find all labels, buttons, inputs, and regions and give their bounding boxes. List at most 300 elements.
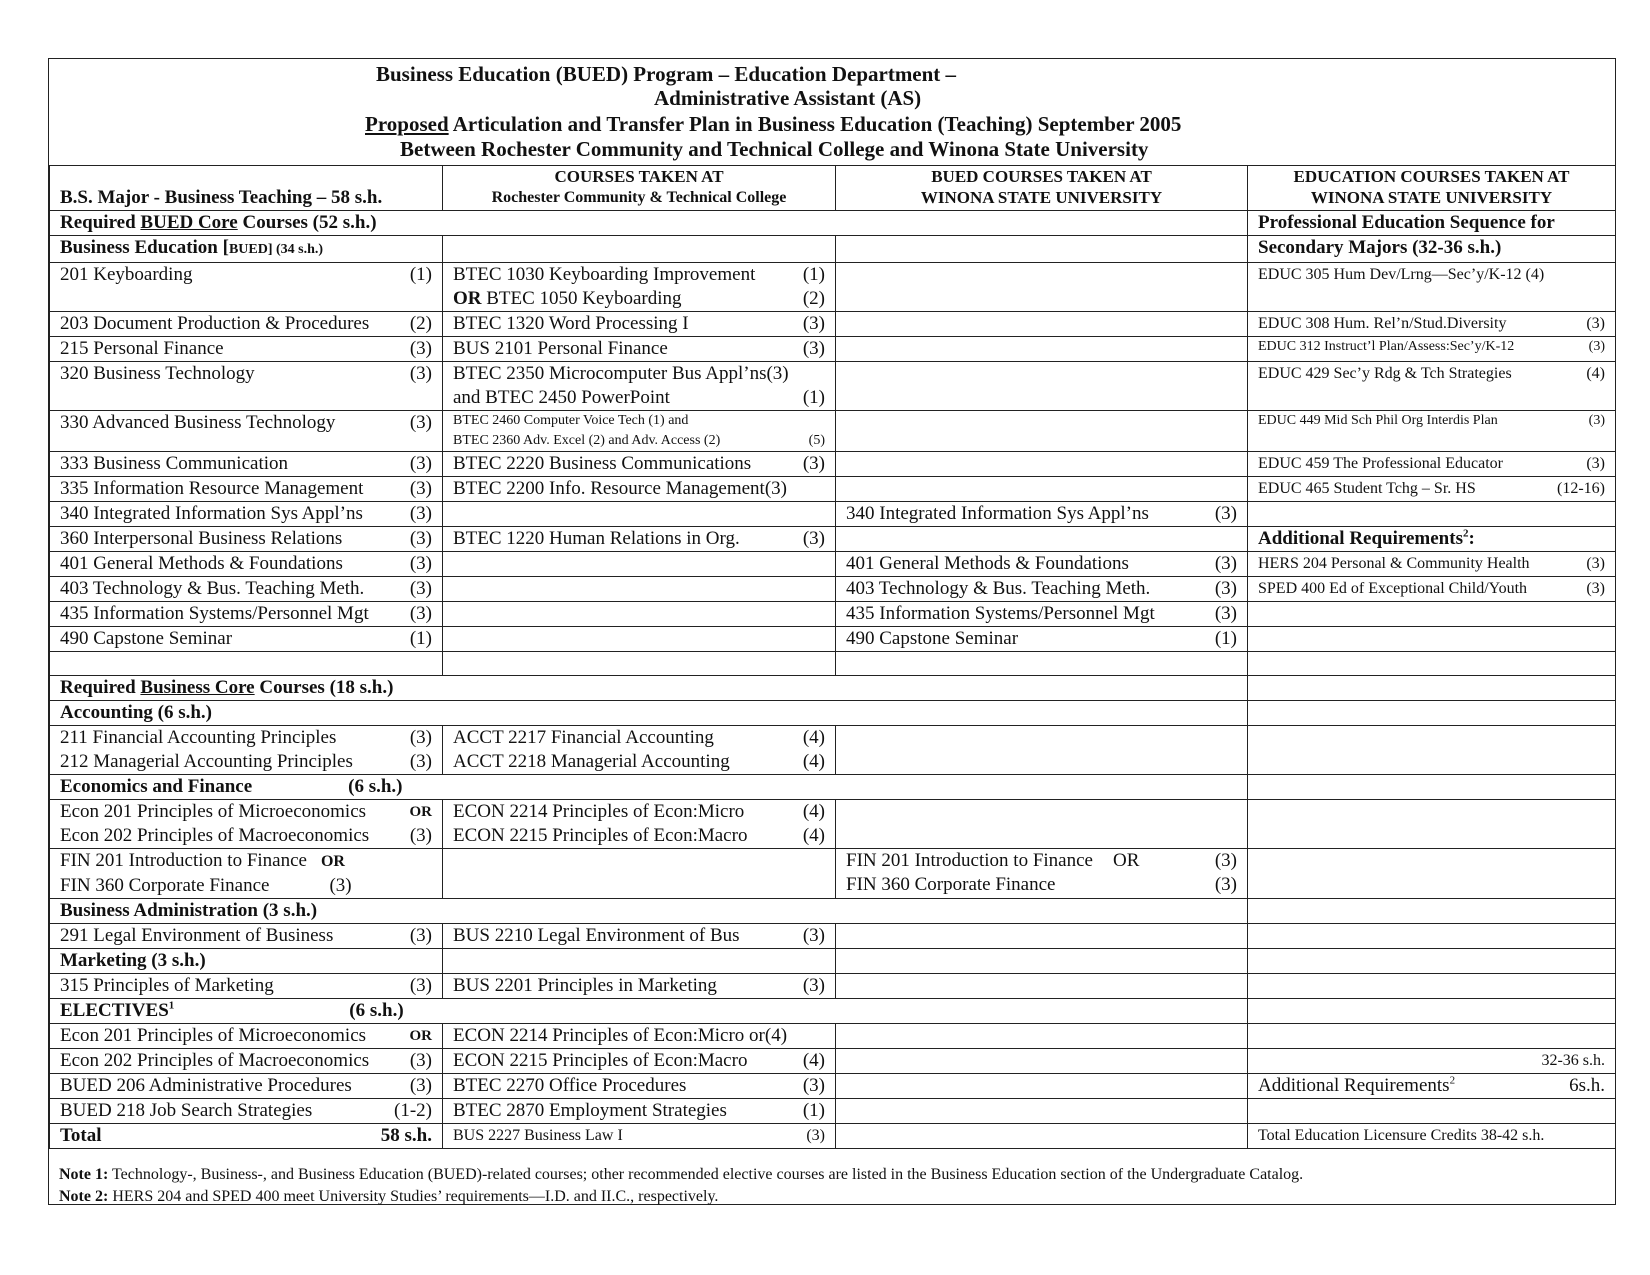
course-line xyxy=(60,849,432,874)
econ-fin-label: Economics and Finance xyxy=(60,776,253,797)
empty-cell xyxy=(836,1024,1248,1049)
course-name: 490 Capstone Seminar xyxy=(60,628,233,649)
credits: (4) xyxy=(802,801,825,822)
course-name: SPED 400 Ed of Exceptional Child/Youth xyxy=(1258,580,1528,597)
credits: (3) xyxy=(409,478,432,499)
credits: (3) xyxy=(802,1075,825,1096)
header-row xyxy=(50,166,1616,211)
wsu-course xyxy=(50,1099,443,1124)
course-name: 315 Principles of Marketing xyxy=(60,975,274,996)
course-name: 403 Technology & Bus. Teaching Meth. xyxy=(60,578,365,599)
course-name-alt xyxy=(453,287,682,311)
course-name: ECON 2215 Principles of Econ:Macro xyxy=(453,1050,748,1071)
wsu-course xyxy=(50,337,443,362)
course-name: 340 Integrated Information Sys Appl’ns xyxy=(60,503,363,524)
course-name: 435 Information Systems/Personnel Mgt xyxy=(60,603,369,624)
course-name: BUS 2101 Personal Finance xyxy=(453,338,668,359)
course-name: BUED 218 Job Search Strategies xyxy=(60,1100,313,1121)
credits: (3) xyxy=(1214,874,1237,895)
empty-cell xyxy=(836,800,1248,849)
econ-finance-heading xyxy=(50,775,1248,800)
wsu-course xyxy=(50,726,443,775)
wsu-course xyxy=(50,527,443,552)
wsu-course xyxy=(50,411,443,452)
course-name: BTEC 1030 Keyboarding Improvement xyxy=(453,264,756,285)
empty-cell xyxy=(1248,676,1616,701)
table-row xyxy=(50,477,1616,502)
course-name: Econ 202 Principles of Macroeconomics xyxy=(60,825,370,846)
business-core-heading xyxy=(50,676,1248,701)
credits: (2) xyxy=(802,288,825,309)
credits: (4) xyxy=(802,1050,825,1071)
course-name: FIN 201 Introduction to Finance xyxy=(60,850,307,871)
business-ed-heading xyxy=(50,236,443,263)
credits: (3) xyxy=(329,875,352,896)
credits: (3) xyxy=(802,338,825,359)
empty-cell xyxy=(836,263,1248,312)
add-req-label: Additional Requirements xyxy=(1258,528,1463,549)
electives-label: ELECTIVES xyxy=(60,1000,169,1021)
section-row xyxy=(50,999,1616,1024)
credits: (1) xyxy=(802,264,825,285)
rctc-course xyxy=(443,924,836,949)
empty-cell xyxy=(443,949,836,974)
credits: (3) xyxy=(1586,555,1605,572)
table-row xyxy=(50,452,1616,477)
empty-cell xyxy=(1248,924,1616,949)
title-line-1: Business Education (BUED) Program – Education Department – xyxy=(376,62,957,86)
rctc-course xyxy=(443,974,836,999)
course-name: BTEC 1220 Human Relations in Org. xyxy=(453,528,740,549)
bus-core-underlined: Business Core xyxy=(140,677,255,698)
empty-cell xyxy=(836,477,1248,502)
bued-wsu-course xyxy=(836,627,1248,652)
credits: (3) xyxy=(1214,503,1237,524)
empty-cell xyxy=(443,552,836,577)
credits: (3) xyxy=(409,825,432,846)
credits: (3) xyxy=(409,751,432,772)
credits: (1) xyxy=(802,387,825,408)
credits: (3) xyxy=(802,925,825,946)
title-line-4: Between Rochester Community and Technical College and Winona State University xyxy=(400,137,1149,161)
wsu-course xyxy=(50,502,443,527)
licensure-total: Total Education Licensure Credits 38-42 s.h. xyxy=(1248,1124,1616,1149)
title-proposed: Proposed xyxy=(365,112,449,136)
course-name: FIN 360 Corporate Finance xyxy=(60,875,270,896)
table-row xyxy=(50,1099,1616,1124)
empty-cell xyxy=(836,362,1248,411)
header-educ-wsu xyxy=(1248,166,1616,211)
course-name: EDUC 465 Student Tchg – Sr. HS xyxy=(1258,480,1476,497)
or-label: OR xyxy=(1112,850,1140,871)
credits: (4) xyxy=(1586,365,1605,382)
course-name: EDUC 308 Hum. Rel’n/Stud.Diversity xyxy=(1258,315,1507,332)
section-row xyxy=(50,676,1616,701)
empty-cell xyxy=(1248,602,1616,627)
educ-course xyxy=(1248,552,1616,577)
title-line-3-rest: Articulation and Transfer Plan in Business Education (Teaching) September 2005 xyxy=(448,112,1182,136)
course-name: BTEC 2220 Business Communications xyxy=(453,453,752,474)
course-name: FIN 360 Corporate Finance xyxy=(846,874,1056,895)
course-name: ECON 2215 Principles of Econ:Macro xyxy=(453,825,748,846)
course-name: BTEC 1050 Keyboarding xyxy=(481,288,682,309)
empty-cell xyxy=(1248,949,1616,974)
credits: (1-2) xyxy=(394,1100,432,1121)
course-name-wrap xyxy=(846,849,1139,873)
section-row xyxy=(50,211,1616,236)
empty-cell xyxy=(443,652,836,676)
header-bs-major: B.S. Major - Business Teaching – 58 s.h. xyxy=(50,166,443,211)
empty-cell xyxy=(1248,502,1616,527)
course-name: 201 Keyboarding xyxy=(60,264,193,285)
course-name: EDUC 449 Mid Sch Phil Org Interdis Plan xyxy=(1258,413,1498,428)
credits: (3) xyxy=(409,975,432,996)
prof-ed-heading-1: Professional Education Sequence for xyxy=(1248,211,1616,236)
empty-cell xyxy=(50,652,443,676)
empty-cell xyxy=(1248,800,1616,849)
course-name: EDUC 429 Sec’y Rdg & Tch Strategies xyxy=(1258,365,1512,382)
bus-admin-heading: Business Administration (3 s.h.) xyxy=(50,899,1248,924)
wsu-course xyxy=(50,800,443,849)
empty-cell xyxy=(836,1099,1248,1124)
wsu-course xyxy=(50,452,443,477)
credits: 6s.h. xyxy=(1569,1075,1605,1096)
notes xyxy=(59,1164,1303,1208)
section-row xyxy=(50,899,1616,924)
wsu-course xyxy=(50,627,443,652)
empty-cell xyxy=(836,726,1248,775)
empty-cell xyxy=(1248,999,1616,1024)
table-row xyxy=(50,726,1616,775)
rctc-course xyxy=(443,800,836,849)
course-name: BTEC 2460 Computer Voice Tech (1) and xyxy=(453,413,689,428)
credits: (1) xyxy=(409,628,432,649)
course-name: Econ 201 Principles of Microeconomics xyxy=(60,1025,367,1046)
empty-cell xyxy=(836,411,1248,452)
empty-cell xyxy=(1248,1099,1616,1124)
table-row xyxy=(50,924,1616,949)
empty-cell xyxy=(836,1049,1248,1074)
rctc-course xyxy=(443,726,836,775)
wsu-course xyxy=(50,1049,443,1074)
course-name: 401 General Methods & Foundations xyxy=(846,553,1129,574)
educ-course xyxy=(1248,477,1616,502)
empty-cell xyxy=(443,602,836,627)
credits: (3) xyxy=(409,528,432,549)
empty-cell xyxy=(1248,627,1616,652)
footnote-mark: 1 xyxy=(168,999,175,1012)
or-label: OR xyxy=(409,804,432,820)
table-row xyxy=(50,974,1616,999)
course-name: 401 General Methods & Foundations xyxy=(60,553,343,574)
rctc-course xyxy=(443,1074,836,1099)
wsu-course xyxy=(50,312,443,337)
educ-course xyxy=(1248,362,1616,411)
bus-core-pre: Required xyxy=(60,677,141,698)
course-name: BUS 2227 Business Law I xyxy=(453,1127,623,1144)
course-line xyxy=(60,874,432,898)
credits: (3) xyxy=(409,727,432,748)
table-row xyxy=(50,849,1616,899)
or-label: OR xyxy=(320,853,345,870)
credits: (3) xyxy=(1586,455,1605,472)
table-row xyxy=(50,502,1616,527)
credits: (3) xyxy=(409,503,432,524)
table-row xyxy=(50,577,1616,602)
credits: (1) xyxy=(409,264,432,285)
credits: (3) xyxy=(802,453,825,474)
title-line-3 xyxy=(365,111,1181,137)
total-cell xyxy=(50,1124,443,1149)
table-row xyxy=(50,552,1616,577)
educ-course xyxy=(1248,411,1616,452)
electives-credits: (6 s.h.) xyxy=(349,1000,404,1021)
rctc-course xyxy=(443,1049,836,1074)
additional-requirements-heading xyxy=(1248,527,1616,552)
wsu-course xyxy=(50,1074,443,1099)
empty-cell xyxy=(836,1124,1248,1149)
section-row xyxy=(50,701,1616,726)
course-name: BTEC 2350 Microcomputer Bus Appl’ns(3) xyxy=(453,363,789,384)
course-name: 435 Information Systems/Personnel Mgt xyxy=(846,603,1155,624)
table-row xyxy=(50,602,1616,627)
empty-cell xyxy=(836,1074,1248,1099)
credits: (3) xyxy=(1588,339,1605,354)
table-row xyxy=(50,1024,1616,1049)
rctc-course xyxy=(443,263,836,312)
note-2-text: HERS 204 and SPED 400 meet University Studies’ requirements—I.D. and II.C., respectively. xyxy=(108,1188,719,1205)
course-name: ACCT 2218 Managerial Accounting xyxy=(453,751,730,772)
empty-cell xyxy=(1248,849,1616,899)
rctc-course xyxy=(443,337,836,362)
empty-cell xyxy=(1248,775,1616,800)
header-rctc-line2: Rochester Community & Technical College xyxy=(491,189,787,206)
empty-cell xyxy=(836,949,1248,974)
empty-cell xyxy=(836,337,1248,362)
empty-cell xyxy=(836,527,1248,552)
credits: (3) xyxy=(802,313,825,334)
title-line-2: Administrative Assistant (AS) xyxy=(654,86,922,110)
header-rctc xyxy=(443,166,836,211)
course-name: EDUC 312 Instruct’l Plan/Assess:Sec’y/K-12 xyxy=(1258,339,1515,354)
marketing-heading: Marketing (3 s.h.) xyxy=(50,949,443,974)
course-name: 490 Capstone Seminar xyxy=(846,628,1019,649)
rctc-course: BTEC 2200 Info. Resource Management(3) xyxy=(443,477,836,502)
table-row xyxy=(50,1049,1616,1074)
add-req-colon: : xyxy=(1468,528,1475,549)
note-1-label: Note 1: xyxy=(59,1166,109,1183)
bued-core-post: Courses (52 s.h.) xyxy=(237,212,377,233)
business-ed-small: BUED] (34 s.h.) xyxy=(228,242,324,257)
rctc-course: ECON 2214 Principles of Econ:Micro or(4) xyxy=(443,1024,836,1049)
course-name: 212 Managerial Accounting Principles xyxy=(60,751,353,772)
course-name: 320 Business Technology xyxy=(60,363,255,384)
empty-cell xyxy=(1248,974,1616,999)
header-rctc-line1: COURSES TAKEN AT xyxy=(554,167,724,186)
total-credits: 58 s.h. xyxy=(380,1125,432,1146)
course-name: 211 Financial Accounting Principles xyxy=(60,727,337,748)
section-row xyxy=(50,775,1616,800)
bued-core-underlined: BUED Core xyxy=(140,212,238,233)
rctc-course xyxy=(443,527,836,552)
credits: (3) xyxy=(1214,850,1237,871)
credits: (1) xyxy=(1214,628,1237,649)
wsu-course xyxy=(50,263,443,312)
educ-course xyxy=(1248,337,1616,362)
wsu-course xyxy=(50,1024,443,1049)
empty-cell xyxy=(443,577,836,602)
course-name: Econ 202 Principles of Macroeconomics xyxy=(60,1050,370,1071)
bued-core-heading xyxy=(50,211,1248,236)
empty-cell xyxy=(1248,652,1616,676)
empty-cell xyxy=(1248,1024,1616,1049)
note-2-label: Note 2: xyxy=(59,1188,109,1205)
empty-cell xyxy=(836,312,1248,337)
credits: (3) xyxy=(409,338,432,359)
course-name: BUS 2201 Principles in Marketing xyxy=(453,975,717,996)
bued-wsu-course xyxy=(836,577,1248,602)
header-educ-line1: EDUCATION COURSES TAKEN AT xyxy=(1293,167,1570,186)
course-name: 291 Legal Environment of Business xyxy=(60,925,334,946)
credits: (12-16) xyxy=(1557,480,1605,497)
credits: (2) xyxy=(409,313,432,334)
bued-core-pre: Required xyxy=(60,212,141,233)
empty-cell xyxy=(836,452,1248,477)
wsu-course xyxy=(50,577,443,602)
credits: (3) xyxy=(806,1127,825,1144)
credits: (3) xyxy=(409,1050,432,1071)
add-req-label-wrap xyxy=(1258,1074,1455,1098)
wsu-course xyxy=(50,602,443,627)
wsu-course xyxy=(50,849,443,899)
empty-cell xyxy=(836,924,1248,949)
table-row xyxy=(50,1074,1616,1099)
credits: (3) xyxy=(1214,578,1237,599)
econ-fin-credits: (6 s.h.) xyxy=(348,776,403,797)
spacer-row xyxy=(50,652,1616,676)
credits: (3) xyxy=(409,363,432,384)
course-name: 333 Business Communication xyxy=(60,453,288,474)
empty-cell xyxy=(443,849,836,899)
bued-wsu-course xyxy=(836,602,1248,627)
table-row xyxy=(50,362,1616,411)
credits: (1) xyxy=(802,1100,825,1121)
wsu-course xyxy=(50,362,443,411)
credits: (3) xyxy=(409,925,432,946)
credits: (5) xyxy=(808,433,825,448)
rctc-course xyxy=(443,411,836,452)
document-title xyxy=(49,59,1617,165)
course-name: 403 Technology & Bus. Teaching Meth. xyxy=(846,578,1151,599)
credits: (3) xyxy=(1586,315,1605,332)
business-ed-text: Business Education [ xyxy=(60,237,229,258)
empty-cell xyxy=(836,974,1248,999)
table-row xyxy=(50,312,1616,337)
course-name: BTEC 2870 Employment Strategies xyxy=(453,1100,727,1121)
empty-cell xyxy=(836,652,1248,676)
course-name: 203 Document Production & Procedures xyxy=(60,313,370,334)
credits: (3) xyxy=(409,578,432,599)
bued-wsu-course xyxy=(836,502,1248,527)
add-req-label: Additional Requirements xyxy=(1258,1075,1450,1096)
course-name: 330 Advanced Business Technology xyxy=(60,412,336,433)
empty-cell xyxy=(836,236,1248,263)
course-table-wrapper xyxy=(49,165,1617,1149)
electives-heading xyxy=(50,999,1248,1024)
note-1-text: Technology-, Business-, and Business Education (BUED)-related courses; other recommended elective courses are listed in the Business Education section of the Undergraduate Catalog. xyxy=(108,1166,1304,1183)
empty-cell xyxy=(1248,899,1616,924)
empty-cell xyxy=(1248,726,1616,775)
section-row xyxy=(50,949,1616,974)
table-row xyxy=(50,411,1616,452)
note-2 xyxy=(59,1186,1303,1208)
rctc-course xyxy=(443,312,836,337)
bued-wsu-course xyxy=(836,849,1248,899)
educ-course xyxy=(1248,312,1616,337)
credits: (3) xyxy=(409,603,432,624)
credits: (4) xyxy=(802,727,825,748)
course-name: BUS 2210 Legal Environment of Bus xyxy=(453,925,740,946)
table-row xyxy=(50,337,1616,362)
credits: (3) xyxy=(409,453,432,474)
educ-course xyxy=(1248,577,1616,602)
course-name: HERS 204 Personal & Community Health xyxy=(1258,555,1530,572)
credits: (3) xyxy=(802,975,825,996)
wsu-course xyxy=(50,552,443,577)
course-name: 340 Integrated Information Sys Appl’ns xyxy=(846,503,1149,524)
section-row xyxy=(50,236,1616,263)
course-name: 335 Information Resource Management xyxy=(60,478,364,499)
footnote-mark: 2 xyxy=(1449,1074,1456,1087)
header-educ-line2: WINONA STATE UNIVERSITY xyxy=(1310,188,1553,207)
course-name: 360 Interpersonal Business Relations xyxy=(60,528,343,549)
or-label: OR xyxy=(409,1028,432,1044)
prof-ed-total: 32-36 s.h. xyxy=(1248,1049,1616,1074)
table-row xyxy=(50,527,1616,552)
rctc-course xyxy=(443,1099,836,1124)
or-label: OR xyxy=(453,288,482,309)
note-1 xyxy=(59,1164,1303,1186)
course-name: BTEC 2270 Office Procedures xyxy=(453,1075,687,1096)
credits: (3) xyxy=(1214,603,1237,624)
bued-wsu-course xyxy=(836,552,1248,577)
credits: (4) xyxy=(802,751,825,772)
empty-cell xyxy=(443,627,836,652)
credits: (3) xyxy=(409,412,432,433)
header-bued-wsu xyxy=(836,166,1248,211)
prof-ed-heading-2: Secondary Majors (32-36 s.h.) xyxy=(1248,236,1616,263)
header-bued-line1: BUED COURSES TAKEN AT xyxy=(931,167,1152,186)
wsu-course xyxy=(50,924,443,949)
educ-course: EDUC 305 Hum Dev/Lrng—Sec’y/K-12 (4) xyxy=(1248,263,1616,312)
course-name: FIN 201 Introduction to Finance xyxy=(846,850,1093,871)
course-name: Econ 201 Principles of Microeconomics xyxy=(60,801,367,822)
credits: (3) xyxy=(1214,553,1237,574)
table-row xyxy=(50,800,1616,849)
empty-cell xyxy=(443,236,836,263)
rctc-course xyxy=(443,1124,836,1149)
wsu-course xyxy=(50,974,443,999)
document-frame xyxy=(48,58,1616,1205)
course-name: and BTEC 2450 PowerPoint xyxy=(453,387,670,408)
total-row xyxy=(50,1124,1616,1149)
credits: (4) xyxy=(802,825,825,846)
credits: (3) xyxy=(1588,413,1605,428)
empty-cell xyxy=(1248,701,1616,726)
footnote-mark: 2 xyxy=(1462,527,1469,540)
course-name: EDUC 459 The Professional Educator xyxy=(1258,455,1503,472)
rctc-course xyxy=(443,452,836,477)
